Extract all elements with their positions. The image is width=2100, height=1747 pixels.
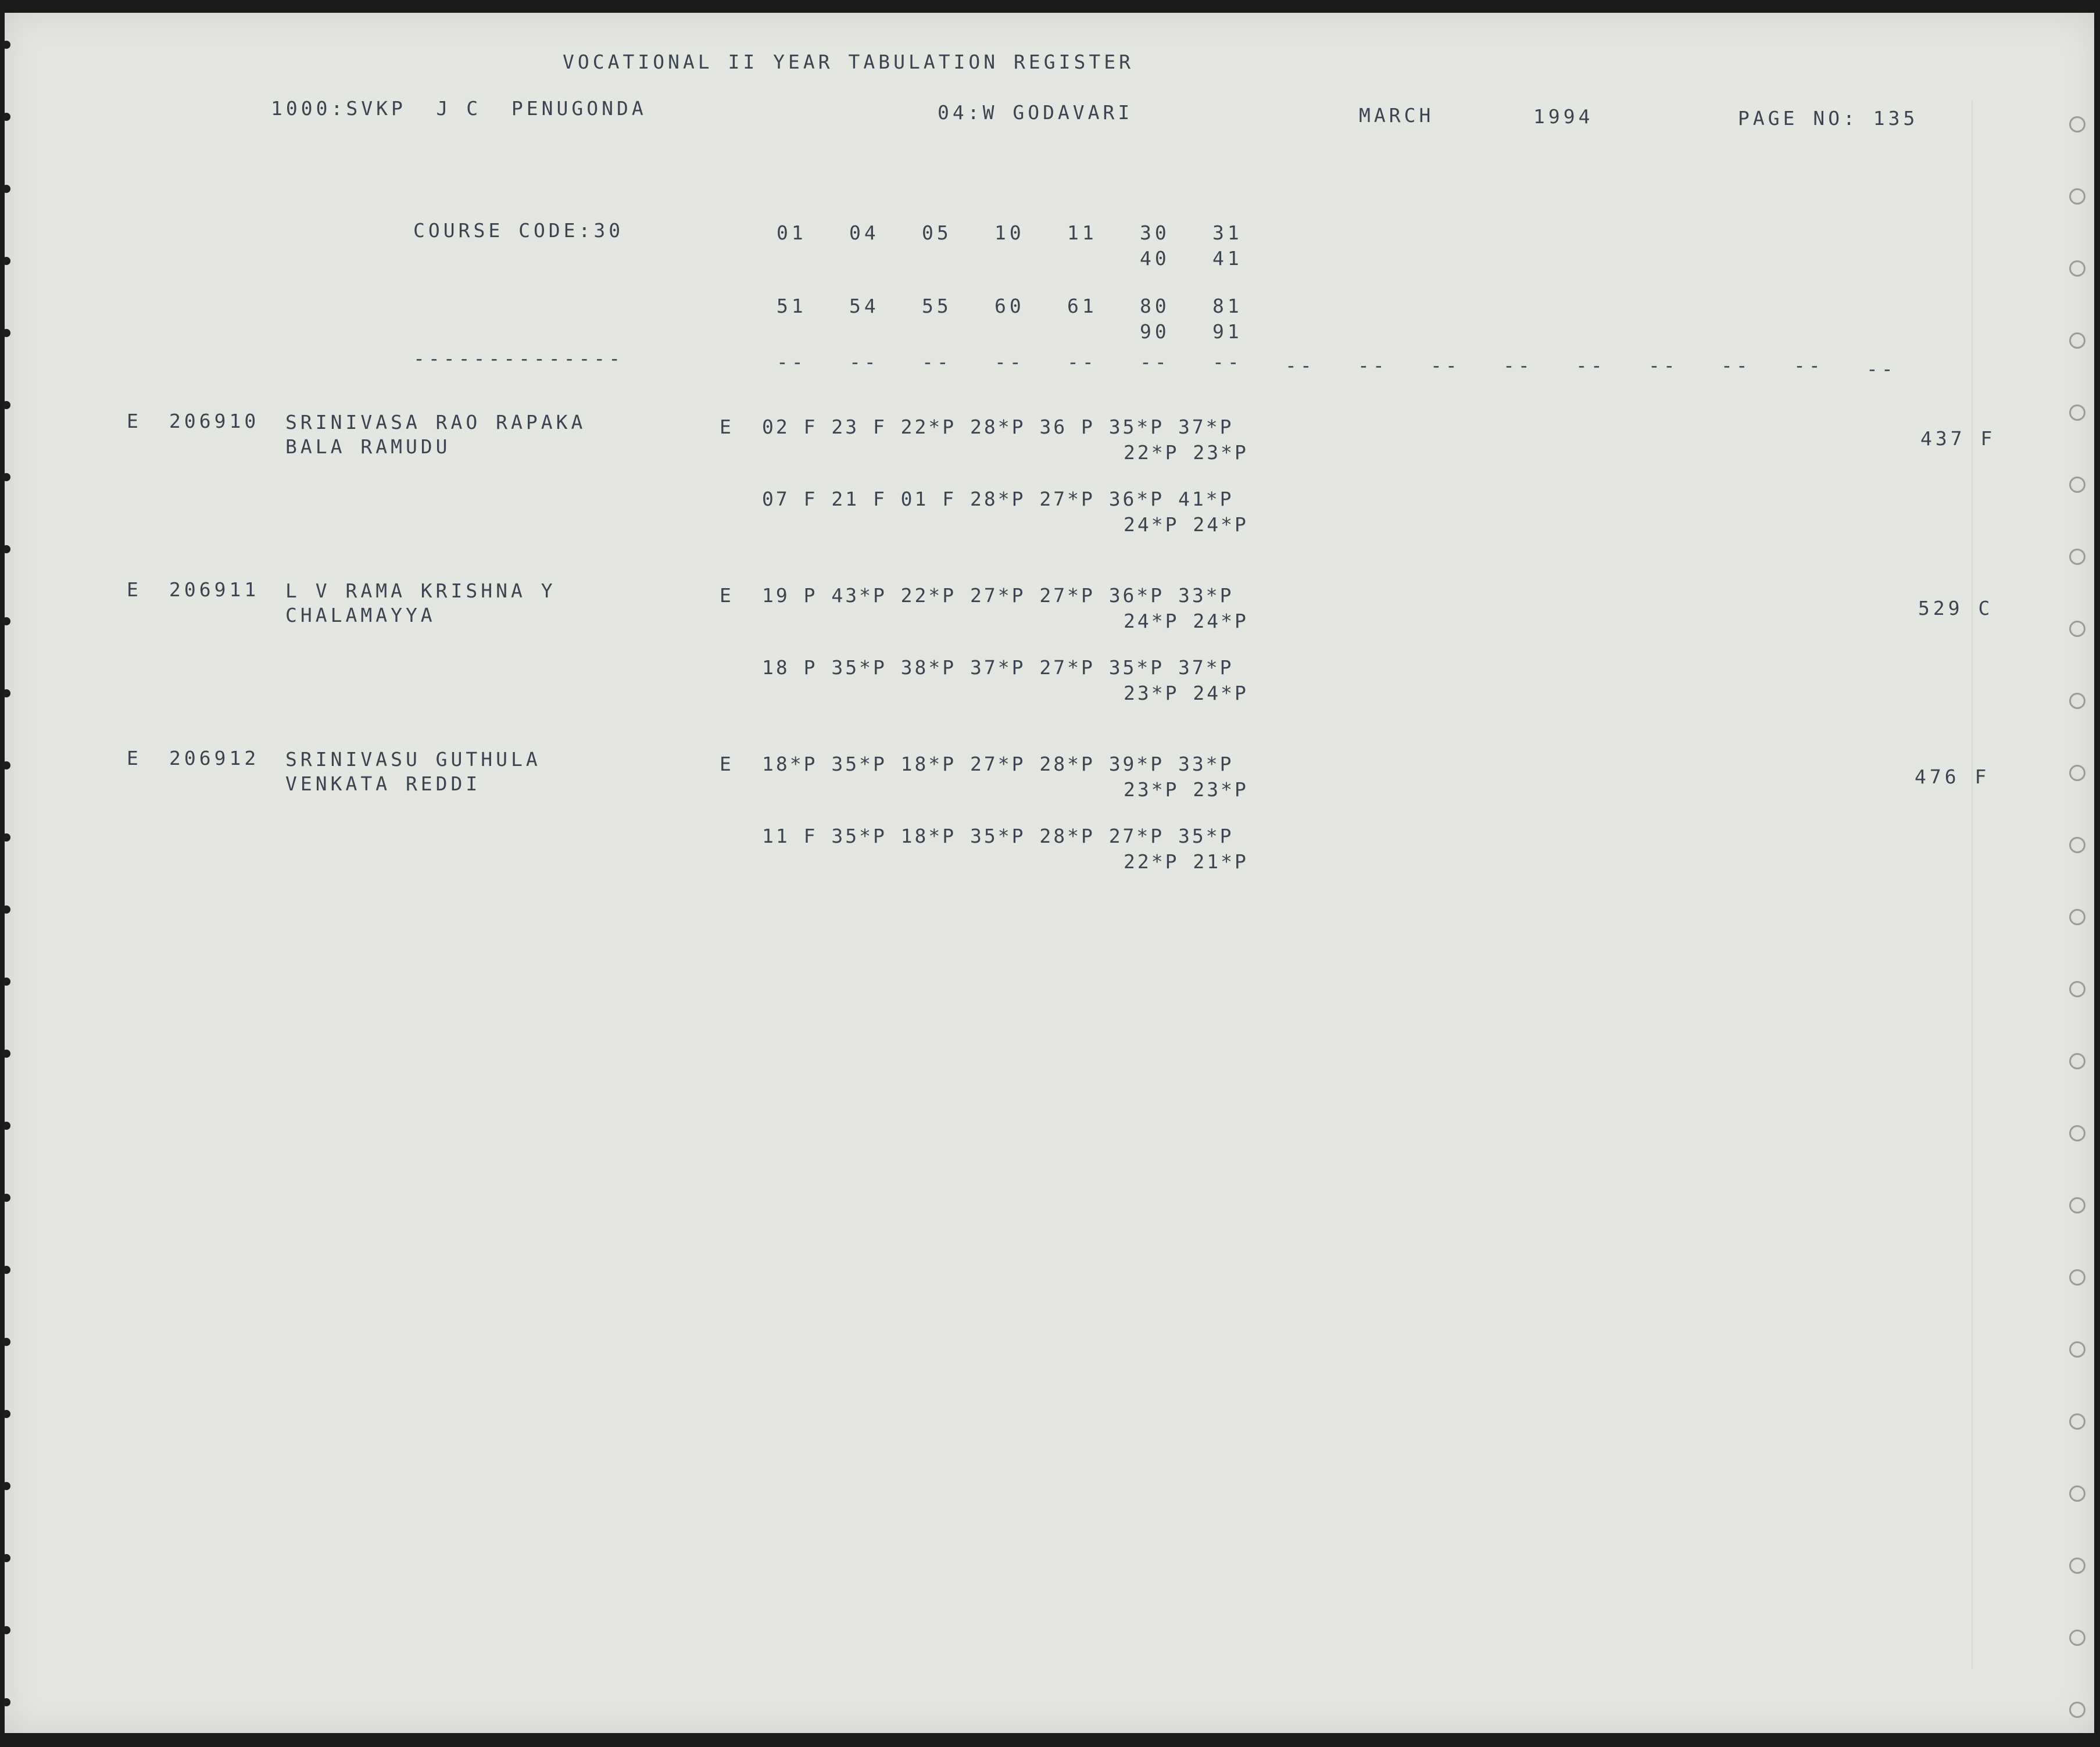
subject-code: 10 bbox=[994, 221, 1025, 244]
marks-line-extra: 23*P 24*P bbox=[1124, 682, 1248, 704]
perforation-hole bbox=[2069, 1269, 2085, 1286]
perforation-hole bbox=[2069, 1053, 2085, 1069]
column-dash: -- bbox=[1140, 350, 1170, 373]
student-name: SRINIVASA RAO RAPAKA bbox=[285, 411, 586, 434]
total-result: 476 F bbox=[1915, 765, 1990, 788]
perforation-hole bbox=[2069, 909, 2085, 925]
column-dash: -- bbox=[1067, 350, 1097, 373]
perforation-hole bbox=[2069, 332, 2085, 349]
subject-code: 80 bbox=[1140, 295, 1170, 317]
perforation-hole bbox=[2, 1194, 10, 1202]
marks-line: 19 P 43*P 22*P 27*P 27*P 36*P 33*P bbox=[762, 584, 1234, 607]
perforation-hole bbox=[2, 1626, 10, 1634]
father-name: CHALAMAYYA bbox=[285, 604, 436, 627]
column-dash: -- bbox=[1358, 354, 1388, 377]
perforation-hole bbox=[2069, 1125, 2085, 1141]
perforation-hole bbox=[2069, 693, 2085, 709]
marks-line-extra: 24*P 24*P bbox=[1124, 513, 1248, 536]
perforation-hole bbox=[2069, 981, 2085, 997]
medium-code: E bbox=[127, 747, 142, 769]
father-name: BALA RAMUDU bbox=[285, 435, 451, 458]
perforation-hole bbox=[2069, 477, 2085, 493]
exam-month: MARCH bbox=[1359, 104, 1434, 127]
perforation-hole bbox=[2069, 1413, 2085, 1430]
marks-line: 18*P 35*P 18*P 27*P 28*P 39*P 33*P bbox=[762, 753, 1234, 775]
marks-line: 07 F 21 F 01 F 28*P 27*P 36*P 41*P bbox=[762, 488, 1234, 510]
medium-flag: E bbox=[720, 584, 735, 607]
column-dash: -- bbox=[994, 350, 1025, 373]
perforation-hole bbox=[2, 473, 10, 481]
perforation-hole bbox=[2, 833, 10, 842]
perforation-hole bbox=[2, 1266, 10, 1274]
subject-code: 41 bbox=[1212, 247, 1243, 270]
course-code-label: COURSE CODE:30 bbox=[413, 219, 624, 242]
perforation-hole bbox=[2069, 549, 2085, 565]
roll-number: 206910 bbox=[169, 410, 260, 432]
perforation-hole bbox=[2069, 1558, 2085, 1574]
perforation-hole bbox=[2, 185, 10, 193]
medium-flag: E bbox=[720, 753, 735, 775]
marks-line-extra: 22*P 21*P bbox=[1124, 850, 1248, 873]
register-title: VOCATIONAL II YEAR TABULATION REGISTER bbox=[563, 51, 1134, 73]
subject-code: 11 bbox=[1067, 221, 1097, 244]
perforation-hole bbox=[2, 1410, 10, 1418]
perforation-hole bbox=[2069, 1197, 2085, 1213]
perforation-hole bbox=[2069, 1702, 2085, 1718]
perforation-hole bbox=[2, 1698, 10, 1706]
roll-number: 206911 bbox=[169, 578, 260, 601]
medium-code: E bbox=[127, 410, 142, 432]
perforation-hole bbox=[2, 401, 10, 409]
subject-code: 90 bbox=[1140, 320, 1170, 343]
perforation-hole bbox=[2069, 116, 2085, 133]
subject-code: 91 bbox=[1212, 320, 1243, 343]
perforation-hole bbox=[2, 1482, 10, 1490]
column-dash: -- bbox=[1866, 357, 1897, 380]
marks-line-extra: 24*P 24*P bbox=[1124, 610, 1248, 632]
father-name: VENKATA REDDI bbox=[285, 772, 481, 795]
paper-fold bbox=[1972, 100, 1973, 1669]
perforation-hole bbox=[2, 978, 10, 986]
perforation-hole bbox=[2069, 1341, 2085, 1358]
perforation-hole bbox=[2, 1554, 10, 1562]
subject-code: 31 bbox=[1212, 221, 1243, 244]
perforation-hole bbox=[2069, 188, 2085, 205]
marks-line: 18 P 35*P 38*P 37*P 27*P 35*P 37*P bbox=[762, 656, 1234, 679]
column-dash: -- bbox=[1721, 354, 1751, 377]
page-number: PAGE NO: 135 bbox=[1738, 107, 1919, 130]
marks-line-extra: 23*P 23*P bbox=[1124, 778, 1248, 801]
perforation-hole bbox=[2069, 621, 2085, 637]
perforation-hole bbox=[2, 41, 10, 49]
marks-line: 11 F 35*P 18*P 35*P 28*P 27*P 35*P bbox=[762, 825, 1234, 847]
subject-code: 55 bbox=[922, 295, 952, 317]
subject-code: 60 bbox=[994, 295, 1025, 317]
perforation-hole bbox=[2, 257, 10, 265]
column-dash: -- bbox=[849, 350, 879, 373]
medium-flag: E bbox=[720, 416, 735, 438]
tabulation-sheet bbox=[5, 13, 2094, 1733]
subject-code: 04 bbox=[849, 221, 879, 244]
total-result: 529 C bbox=[1918, 597, 1994, 620]
perforation-hole bbox=[2, 329, 10, 337]
column-dash: -- bbox=[1212, 350, 1243, 373]
perforation-hole bbox=[2069, 404, 2085, 421]
subject-code: 61 bbox=[1067, 295, 1097, 317]
subject-code: 05 bbox=[922, 221, 952, 244]
subject-code: 01 bbox=[777, 221, 807, 244]
subject-code: 40 bbox=[1140, 247, 1170, 270]
perforation-hole bbox=[2, 1050, 10, 1058]
perforation-hole bbox=[2, 617, 10, 625]
district-name: 04:W GODAVARI bbox=[938, 101, 1133, 124]
subject-code: 30 bbox=[1140, 221, 1170, 244]
total-result: 437 F bbox=[1920, 427, 1996, 450]
column-dash: -- bbox=[1648, 354, 1679, 377]
perforation-hole bbox=[2069, 260, 2085, 277]
perforation-hole bbox=[2, 545, 10, 553]
perforation-hole bbox=[2069, 837, 2085, 853]
marks-line: 02 F 23 F 22*P 28*P 36 P 35*P 37*P bbox=[762, 416, 1234, 438]
subject-code: 54 bbox=[849, 295, 879, 317]
perforation-hole bbox=[2069, 1630, 2085, 1646]
column-dash: -- bbox=[922, 350, 952, 373]
exam-year: 1994 bbox=[1533, 105, 1594, 128]
perforation-hole bbox=[2, 1122, 10, 1130]
marks-line-extra: 22*P 23*P bbox=[1124, 441, 1248, 464]
medium-code: E bbox=[127, 578, 142, 601]
column-dash: -- bbox=[777, 350, 807, 373]
roll-number: 206912 bbox=[169, 747, 260, 769]
perforation-hole bbox=[2, 905, 10, 914]
perforation-hole bbox=[2069, 1485, 2085, 1502]
column-dash: -- bbox=[1430, 354, 1461, 377]
subject-code: 81 bbox=[1212, 295, 1243, 317]
perforation-hole bbox=[2, 689, 10, 697]
subject-code: 51 bbox=[777, 295, 807, 317]
column-dash: -- bbox=[1576, 354, 1606, 377]
student-name: L V RAMA KRISHNA Y bbox=[285, 579, 556, 602]
student-name: SRINIVASU GUTHULA bbox=[285, 748, 541, 771]
column-dash: -- bbox=[1503, 354, 1533, 377]
course-code-underline: -------------- bbox=[413, 347, 624, 370]
college-name: 1000:SVKP J C PENUGONDA bbox=[271, 97, 647, 120]
perforation-hole bbox=[2069, 765, 2085, 781]
perforation-hole bbox=[2, 761, 10, 769]
column-dash: -- bbox=[1794, 354, 1824, 377]
perforation-hole bbox=[2, 1338, 10, 1346]
column-dash: -- bbox=[1285, 354, 1315, 377]
perforation-hole bbox=[2, 113, 10, 121]
